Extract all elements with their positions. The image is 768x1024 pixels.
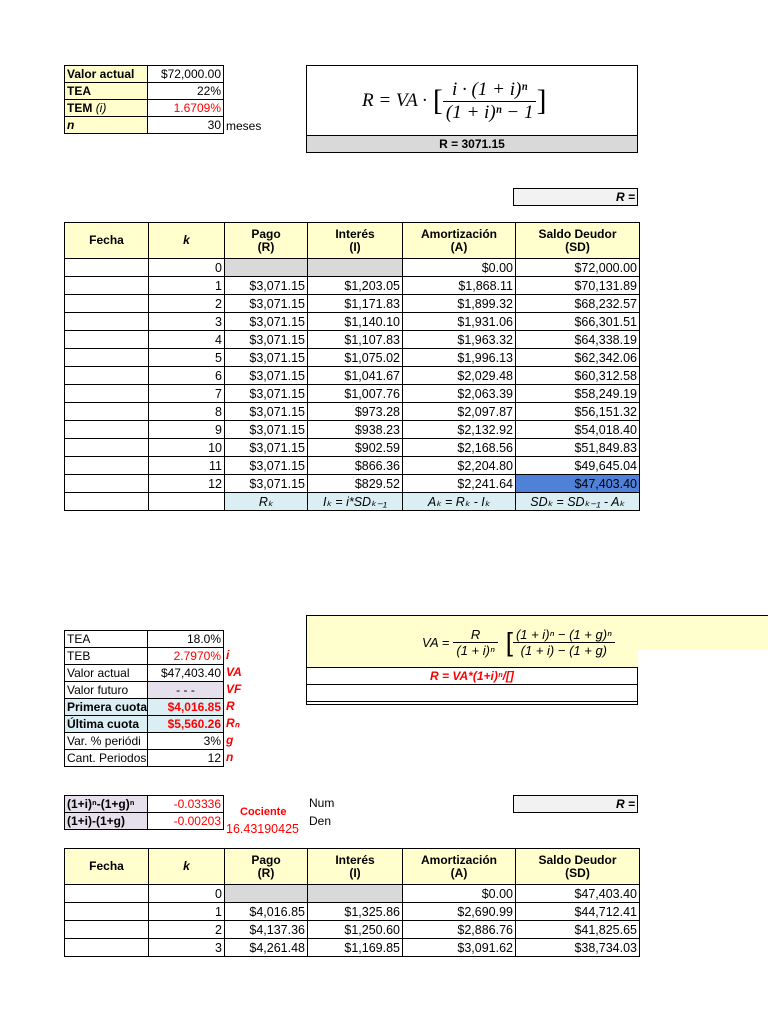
cell-interes[interactable]: $1,171.83: [308, 295, 403, 313]
value-tea[interactable]: 22%: [147, 82, 224, 100]
param-label: Primera cuota: [64, 698, 148, 716]
table-row: [65, 475, 640, 493]
cell-pago[interactable]: $3,071.15: [225, 475, 308, 493]
formula2-f1-numerator: R: [470, 626, 481, 642]
value-num-expr[interactable]: -0.03336: [147, 795, 224, 813]
den-tag: Den: [309, 814, 332, 828]
table1-header-fecha: Fecha: [65, 223, 149, 259]
table-row: [65, 403, 640, 421]
cell-interes[interactable]: $1,107.83: [308, 331, 403, 349]
value-den-expr[interactable]: -0.00203: [147, 812, 224, 830]
foot-pago-formula: Rₖ: [225, 493, 308, 511]
param-label: Var. % periódi: [64, 732, 148, 750]
cell-amortizacion[interactable]: $2,168.56: [403, 439, 516, 457]
cell-pago[interactable]: $4,261.48: [225, 939, 308, 957]
formula1-denominator: (1 + i)ⁿ − 1: [443, 101, 537, 124]
cociente-value[interactable]: 16.43190425: [226, 822, 299, 836]
table2-header-k: k: [149, 849, 225, 885]
table-row: [65, 349, 640, 367]
cell-fecha[interactable]: [65, 921, 149, 939]
param-sym: VA: [226, 665, 242, 679]
cell-saldo[interactable]: $68,232.57: [516, 295, 640, 313]
cell-fecha[interactable]: [65, 295, 149, 313]
cell-interes[interactable]: $973.28: [308, 403, 403, 421]
param-sym: g: [226, 733, 234, 747]
formula1-lhs: R = VA ·: [362, 90, 427, 111]
cell-fecha[interactable]: [65, 903, 149, 921]
value-n[interactable]: 30: [147, 116, 224, 134]
cell-fecha[interactable]: [65, 475, 149, 493]
formula2-lhs: VA =: [422, 634, 450, 650]
label-tem-text: TEM: [67, 101, 93, 115]
cell-pago[interactable]: $4,137.36: [225, 921, 308, 939]
amortization-table-1: [64, 222, 640, 511]
formula2-f2-denominator: (1 + i) − (1 + g): [513, 642, 615, 658]
cell-interes[interactable]: $1,250.60: [308, 921, 403, 939]
formula1-expression: [362, 76, 546, 126]
cell-k[interactable]: 9: [149, 421, 225, 439]
cell-pago[interactable]: $3,071.15: [225, 277, 308, 295]
cell-interes[interactable]: [308, 885, 403, 903]
formula2-expression: [422, 620, 615, 664]
cell-fecha[interactable]: [65, 885, 149, 903]
table-row: [65, 903, 640, 921]
cell-interes[interactable]: $902.59: [308, 439, 403, 457]
cell-k[interactable]: 12: [149, 475, 225, 493]
cell-saldo[interactable]: $38,734.03: [516, 939, 640, 957]
formula2-empty-row-1[interactable]: [306, 684, 638, 702]
param-label: Valor futuro: [64, 681, 148, 699]
param-value[interactable]: 12: [147, 749, 224, 767]
param-value[interactable]: $47,403.40: [147, 664, 224, 682]
cell-interes[interactable]: $1,075.02: [308, 349, 403, 367]
param-value[interactable]: 2.7970%: [147, 647, 224, 665]
cell-saldo[interactable]: $47,403.40: [516, 885, 640, 903]
formula2-result: R = VA*(1+i)ⁿ/[]: [306, 667, 638, 685]
r-box-top[interactable]: R =: [513, 188, 638, 206]
foot-interes-formula: Iₖ = i*SDₖ₋₁: [308, 493, 403, 511]
cell-saldo[interactable]: $41,825.65: [516, 921, 640, 939]
cell-k[interactable]: 0: [149, 885, 225, 903]
formula2-box-gap: [638, 650, 768, 668]
cell-fecha[interactable]: [65, 439, 149, 457]
cell-k[interactable]: 0: [149, 259, 225, 277]
cell-interes[interactable]: $1,325.86: [308, 903, 403, 921]
label-n: n: [64, 116, 148, 134]
cell-k[interactable]: 8: [149, 403, 225, 421]
table-row: [65, 439, 640, 457]
cell-fecha[interactable]: [65, 403, 149, 421]
cell-pago[interactable]: $3,071.15: [225, 403, 308, 421]
table1-formula-row: [65, 493, 640, 511]
cell-k[interactable]: 1: [149, 903, 225, 921]
label-den-expr: (1+i)-(1+g): [64, 812, 148, 830]
cell-interes[interactable]: $1,203.05: [308, 277, 403, 295]
cell-saldo[interactable]: $72,000.00: [516, 259, 640, 277]
param-value[interactable]: 18.0%: [147, 630, 224, 648]
cell-saldo[interactable]: $44,712.41: [516, 903, 640, 921]
cell-interes[interactable]: $938.23: [308, 421, 403, 439]
table1-header-saldo: Saldo Deudor (SD): [516, 223, 640, 259]
table-row: [65, 921, 640, 939]
cell-pago[interactable]: $3,071.15: [225, 457, 308, 475]
cell-amortizacion[interactable]: $1,996.13: [403, 349, 516, 367]
table-row: [65, 457, 640, 475]
cell-pago[interactable]: $4,016.85: [225, 903, 308, 921]
foot-fecha: [65, 493, 149, 511]
cell-saldo[interactable]: $66,301.51: [516, 313, 640, 331]
cell-k[interactable]: 3: [149, 939, 225, 957]
table-row: [65, 885, 640, 903]
cell-amortizacion[interactable]: $2,029.48: [403, 367, 516, 385]
param-sym: i: [226, 648, 230, 662]
param-label: Cant. Periodos: [64, 749, 148, 767]
cell-k[interactable]: 6: [149, 367, 225, 385]
cell-amortizacion[interactable]: $1,963.32: [403, 331, 516, 349]
table1-header-pago: Pago (R): [225, 223, 308, 259]
cell-amortizacion[interactable]: $1,868.11: [403, 277, 516, 295]
table1-header-k: k: [149, 223, 225, 259]
param-label: TEA: [64, 630, 148, 648]
formula2-fraction-2: [513, 627, 615, 658]
cell-k[interactable]: 1: [149, 277, 225, 295]
cell-fecha[interactable]: [65, 385, 149, 403]
cell-interes[interactable]: $829.52: [308, 475, 403, 493]
param-value[interactable]: 3%: [147, 732, 224, 750]
table-row: [65, 421, 640, 439]
cell-k[interactable]: 4: [149, 331, 225, 349]
table-row: [65, 277, 640, 295]
cell-pago[interactable]: $3,071.15: [225, 331, 308, 349]
cell-k[interactable]: 3: [149, 313, 225, 331]
param-sym: VF: [226, 682, 242, 696]
formula2-fraction-1: [453, 627, 497, 658]
param-label: Última cuota: [64, 715, 148, 733]
num-tag: Num: [309, 796, 335, 810]
cell-saldo[interactable]: $51,849.83: [516, 439, 640, 457]
table-row: [65, 385, 640, 403]
cell-fecha[interactable]: [65, 259, 149, 277]
formula1-result: R = 3071.15: [306, 135, 638, 153]
table2-header-amortizacion: Amortización (A): [403, 849, 516, 885]
table-row: [65, 259, 640, 277]
cell-saldo[interactable]: $60,312.58: [516, 367, 640, 385]
param-sym: Rₙ: [226, 716, 240, 730]
param-sym: R: [226, 699, 235, 713]
cell-saldo[interactable]: $58,249.19: [516, 385, 640, 403]
cell-amortizacion[interactable]: $1,931.06: [403, 313, 516, 331]
formula1-bracket-left: [: [432, 84, 443, 117]
cell-interes[interactable]: $1,007.76: [308, 385, 403, 403]
amortization-table-2: [64, 848, 640, 957]
label-tem: [64, 99, 148, 117]
table-row: [65, 939, 640, 957]
formula1-bracket-right: ]: [536, 84, 547, 117]
cell-pago[interactable]: $3,071.15: [225, 385, 308, 403]
formula1-fraction: [443, 79, 537, 124]
cell-amortizacion[interactable]: $2,204.80: [403, 457, 516, 475]
formula1-numerator: i · (1 + i)ⁿ: [452, 78, 528, 100]
table-row: [65, 367, 640, 385]
value-valor-actual[interactable]: $72,000.00: [147, 65, 224, 83]
cell-fecha[interactable]: [65, 331, 149, 349]
cell-amortizacion[interactable]: $2,241.64: [403, 475, 516, 493]
param-sym: n: [226, 750, 234, 764]
cell-amortizacion[interactable]: $2,132.92: [403, 421, 516, 439]
table1-header-amortizacion: Amortización (A): [403, 223, 516, 259]
cell-k[interactable]: 10: [149, 439, 225, 457]
param-value[interactable]: - - -: [147, 681, 224, 699]
cell-k[interactable]: 5: [149, 349, 225, 367]
label-tem-sym: (i): [95, 101, 107, 115]
label-tea: TEA: [64, 82, 148, 100]
table2-header-fecha: Fecha: [65, 849, 149, 885]
table2-header-saldo: Saldo Deudor (SD): [516, 849, 640, 885]
formula1-box: [306, 65, 638, 136]
foot-k: [149, 493, 225, 511]
cell-amortizacion[interactable]: $0.00: [403, 885, 516, 903]
table2-header-pago: Pago (R): [225, 849, 308, 885]
cell-saldo[interactable]: $64,338.19: [516, 331, 640, 349]
r-box-bottom[interactable]: R =: [513, 795, 638, 813]
formula2-f2-numerator: (1 + i)ⁿ − (1 + g)ⁿ: [515, 626, 612, 642]
cell-fecha[interactable]: [65, 367, 149, 385]
cell-amortizacion[interactable]: $2,063.39: [403, 385, 516, 403]
cell-amortizacion[interactable]: $2,886.76: [403, 921, 516, 939]
cell-saldo-selected[interactable]: $47,403.40: [516, 475, 640, 493]
cell-fecha[interactable]: [65, 421, 149, 439]
cell-amortizacion[interactable]: $0.00: [403, 259, 516, 277]
cell-interes[interactable]: $866.36: [308, 457, 403, 475]
cell-saldo[interactable]: $70,131.89: [516, 277, 640, 295]
table1-header-row: [65, 223, 640, 259]
cell-k[interactable]: 7: [149, 385, 225, 403]
cell-pago[interactable]: $3,071.15: [225, 367, 308, 385]
cell-k[interactable]: 2: [149, 921, 225, 939]
cell-pago[interactable]: $3,071.15: [225, 349, 308, 367]
label-valor-actual: Valor actual: [64, 65, 148, 83]
foot-amortizacion-formula: Aₖ = Rₖ - Iₖ: [403, 493, 516, 511]
cell-pago[interactable]: $3,071.15: [225, 439, 308, 457]
cell-k[interactable]: 11: [149, 457, 225, 475]
cell-fecha[interactable]: [65, 349, 149, 367]
value-tem[interactable]: 1.6709%: [147, 99, 224, 117]
param-label: Valor actual: [64, 664, 148, 682]
cell-amortizacion[interactable]: $1,899.32: [403, 295, 516, 313]
foot-saldo-formula: SDₖ = SDₖ₋₁ - Aₖ: [516, 493, 640, 511]
cell-saldo[interactable]: $56,151.32: [516, 403, 640, 421]
table-row: [65, 295, 640, 313]
cell-pago[interactable]: [225, 885, 308, 903]
formula2-bracket-left: [: [505, 626, 513, 657]
cell-interes[interactable]: $1,140.10: [308, 313, 403, 331]
table-row: [65, 313, 640, 331]
cell-interes[interactable]: $1,041.67: [308, 367, 403, 385]
cell-amortizacion[interactable]: $2,690.99: [403, 903, 516, 921]
cell-saldo[interactable]: $62,342.06: [516, 349, 640, 367]
cell-pago[interactable]: [225, 259, 308, 277]
cell-interes[interactable]: [308, 259, 403, 277]
table-row: [65, 331, 640, 349]
cell-fecha[interactable]: [65, 313, 149, 331]
cell-saldo[interactable]: $49,645.04: [516, 457, 640, 475]
param-value[interactable]: $4,016.85: [147, 698, 224, 716]
table1-header-interes: Interés (I): [308, 223, 403, 259]
cell-pago[interactable]: $3,071.15: [225, 421, 308, 439]
n-unit: meses: [226, 119, 262, 133]
param-label: TEB: [64, 647, 148, 665]
cell-k[interactable]: 2: [149, 295, 225, 313]
cell-fecha[interactable]: [65, 457, 149, 475]
param-value[interactable]: $5,560.26: [147, 715, 224, 733]
table2-header-interes: Interés (I): [308, 849, 403, 885]
formula2-empty-row-2: [306, 701, 638, 705]
cell-amortizacion[interactable]: $2,097.87: [403, 403, 516, 421]
cell-pago[interactable]: $3,071.15: [225, 313, 308, 331]
cell-interes[interactable]: $1,169.85: [308, 939, 403, 957]
cociente-title: Cociente: [240, 806, 287, 818]
cell-saldo[interactable]: $54,018.40: [516, 421, 640, 439]
table2-header-row: [65, 849, 640, 885]
formula2-f1-denominator: (1 + i)ⁿ: [453, 642, 497, 658]
cell-fecha[interactable]: [65, 277, 149, 295]
label-num-expr: (1+i)ⁿ-(1+g)ⁿ: [64, 795, 148, 813]
cell-fecha[interactable]: [65, 939, 149, 957]
cell-pago[interactable]: $3,071.15: [225, 295, 308, 313]
cell-amortizacion[interactable]: $3,091.62: [403, 939, 516, 957]
